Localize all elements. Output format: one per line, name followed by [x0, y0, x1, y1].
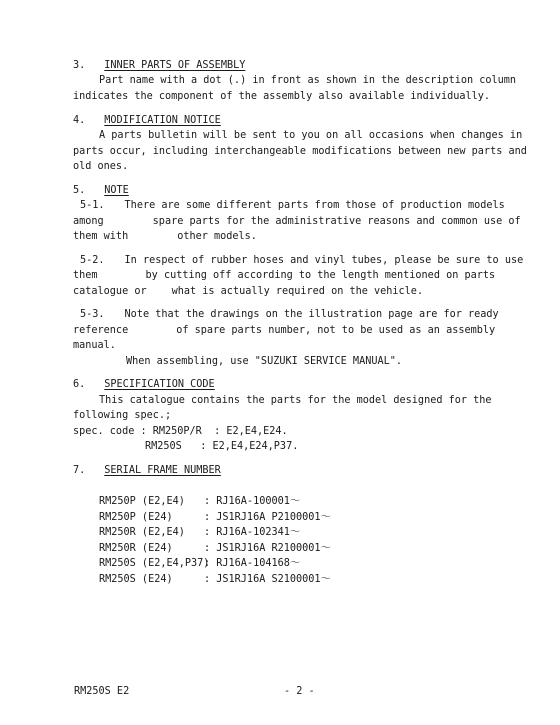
note-number: 5-1. — [80, 200, 105, 211]
spec-code-line: RM250S : E2,E4,E24,P37. — [145, 441, 299, 452]
serial-model: RM250S (E2,E4,P37) — [99, 558, 210, 569]
serial-model: RM250R (E2,E4) — [99, 527, 185, 538]
paragraph-line: indicates the component of the assembly also available individually. — [73, 91, 491, 102]
serial-model: RM250P (E24) — [99, 512, 173, 523]
spec-code-line: spec. code : RM250P/R : E2,E4,E24. — [73, 426, 288, 437]
note-text: by cutting off according to the length mentioned on parts — [145, 270, 496, 281]
serial-value: : RJ16A-102341～ — [204, 527, 301, 538]
serial-model: RM250P (E2,E4) — [99, 496, 185, 507]
note-text: them with — [73, 231, 129, 242]
note-number: 5-3. — [80, 309, 105, 320]
paragraph-line: Part name with a dot (.) in front as shown in the description column — [99, 75, 517, 86]
note-text: reference — [73, 325, 129, 336]
paragraph-line: old ones. — [73, 161, 129, 172]
note-text: of spare parts number, not to be used as an assembly — [176, 325, 496, 336]
note-text: Note that the drawings on the illustration page are for ready — [124, 309, 499, 320]
footer-page-number: - 2 - — [284, 686, 315, 697]
paragraph-line: A parts bulletin will be sent to you on all occasions when changes in — [99, 130, 523, 141]
note-text: In respect of rubber hoses and vinyl tubes, please be sure to use — [124, 255, 524, 266]
note-text: catalogue or — [73, 286, 147, 297]
section-number: 3. — [73, 60, 86, 71]
note-5-3-line: manual. — [73, 340, 116, 351]
section-number: 6. — [73, 379, 86, 390]
paragraph-line: parts occur, including interchangeable modifications between new parts and — [73, 146, 527, 157]
section-6-heading — [73, 377, 215, 394]
serial-value: : JS1RJ16A R2100001～ — [204, 543, 331, 554]
section-title: SERIAL FRAME NUMBER — [104, 465, 221, 476]
serial-model: RM250S (E24) — [99, 574, 173, 585]
section-title: SPECIFICATION CODE — [104, 379, 215, 390]
paragraph-line: This catalogue contains the parts for the model designed for the — [99, 395, 492, 406]
section-number: 7. — [73, 465, 86, 476]
section-number: 4. — [73, 115, 86, 126]
note-number: 5-2. — [80, 255, 105, 266]
note-5-2-line — [73, 268, 495, 285]
note-text: There are some different parts from those of production models — [124, 200, 505, 211]
note-text: them — [73, 270, 98, 281]
paragraph-line: following spec.; — [73, 410, 172, 421]
footer-model: RM250S E2 — [74, 686, 130, 697]
section-title: MODIFICATION NOTICE — [104, 115, 221, 126]
note-5-3-line — [73, 323, 495, 340]
section-number: 5. — [73, 185, 86, 196]
section-title: INNER PARTS OF ASSEMBLY — [104, 60, 246, 71]
serial-value: : JS1RJ16A S2100001～ — [204, 574, 331, 585]
note-text: what is actually required on the vehicle. — [171, 286, 424, 297]
serial-model: RM250R (E24) — [99, 543, 173, 554]
note-text: among — [73, 216, 104, 227]
section-7-heading — [73, 463, 221, 480]
note-5-1-line — [73, 229, 257, 246]
section-title: NOTE — [104, 185, 129, 196]
note-text: spare parts for the administrative reasons and common use of — [152, 216, 521, 227]
note-5-3-line — [80, 307, 499, 324]
serial-value: : RJ16A-100001～ — [204, 496, 301, 507]
serial-value: : JS1RJ16A P2100001～ — [204, 512, 331, 523]
note-5-3-line: When assembling, use "SUZUKI SERVICE MANUAL". — [126, 356, 403, 367]
note-5-2-line — [73, 284, 423, 301]
serial-value: : RJ16A-104168～ — [204, 558, 301, 569]
note-5-1-line — [80, 198, 505, 215]
note-text: other models. — [177, 231, 257, 242]
